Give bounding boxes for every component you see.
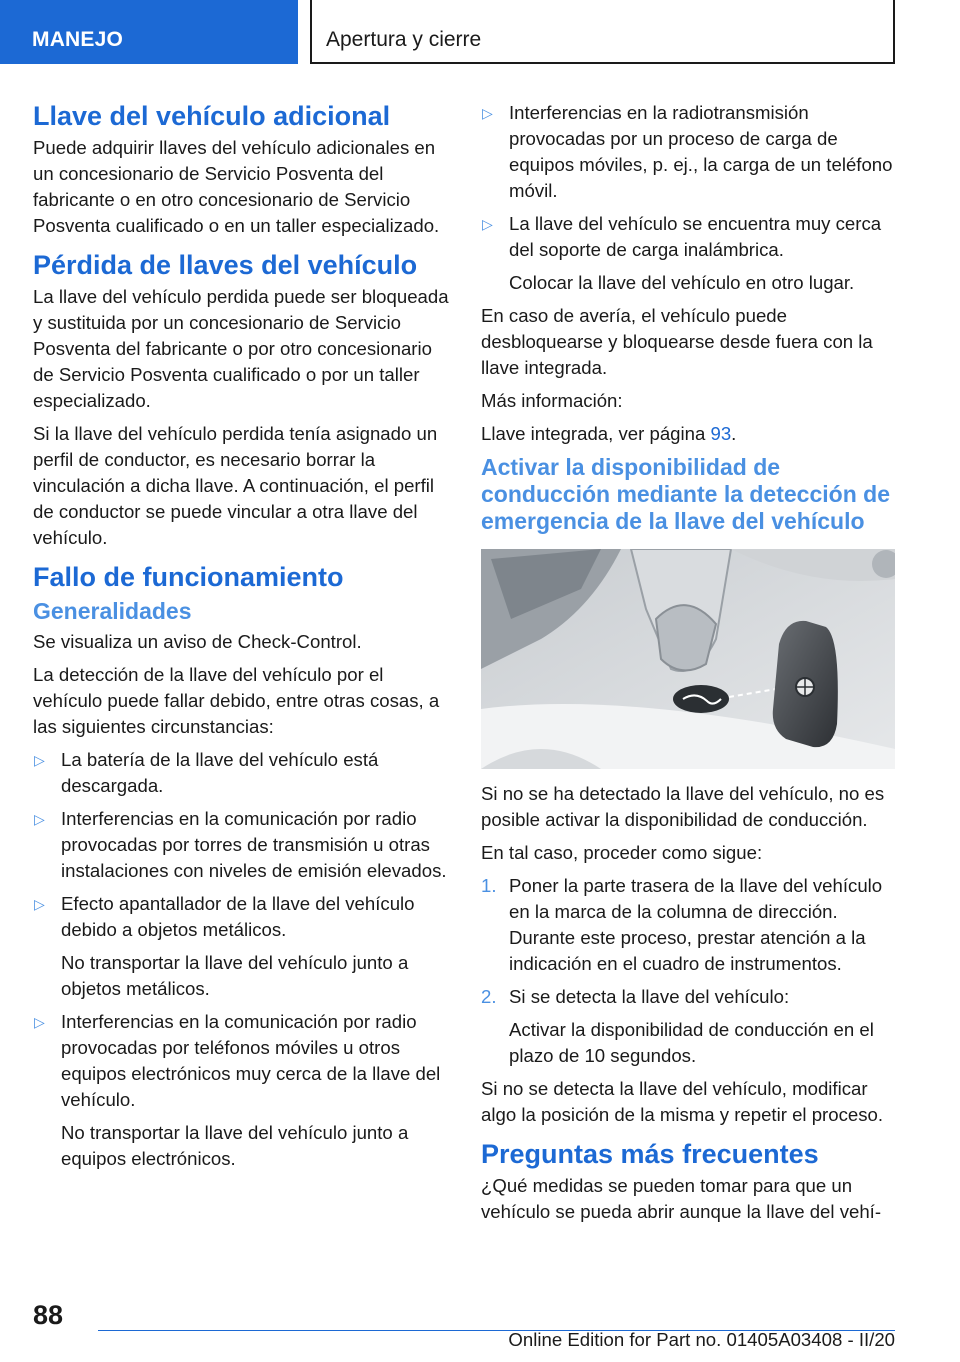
triangle-bullet-icon: ▷ [34,1014,45,1030]
step-item: 1. Poner la parte trasera de la llave del vehículo en la marca de la columna de dirección. Durante este proceso, prestar atención a la indicación en el cuadro de instrumentos. [481,875,883,974]
page-link[interactable]: 93 [710,423,732,444]
list-item-note: No transportar la llave del vehículo junto a equipos electrónicos. [61,1122,409,1169]
triangle-bullet-icon: ▷ [482,105,493,121]
list-item: ▷ Interferencias en la comunicación por radio provocadas por torres de transmisión u otras instalaciones con niveles de emisión elevados. [34,808,447,881]
list-item: ▷ La llave del vehículo se encuentra muy cerca del soporte de carga inalámbrica. [482,213,882,260]
list-item: ▷ Efecto apantallador de la llave del vehículo debido a objetos metálicos. [34,893,415,940]
paragraph: La llave del vehículo perdida puede ser bloqueada y sustituida por un concesionario de Servicio Posventa del fabricante o por otro concesionario de Servicio Posventa cualificado o por un taller especializado. [33,286,449,411]
paragraph: Se visualiza un aviso de Check-Control. [33,631,362,652]
list-item: ▷ La batería de la llave del vehículo está descargada. [34,749,379,796]
triangle-bullet-icon: ▷ [482,216,493,232]
paragraph: En caso de avería, el vehículo puede desbloquearse y bloquearse desde fuera con la llave integrada. [481,305,873,378]
triangle-bullet-icon: ▷ [34,752,45,768]
step-number: 2. [481,986,497,1007]
section-tab [0,0,298,64]
list-item: ▷ Interferencias en la comunicación por radio provocadas por teléfonos móviles u otros equipos electrónicos muy cerca de la llave del vehículo. [34,1011,441,1110]
paragraph: Puede adquirir llaves del vehículo adicionales en un concesionario de Servicio Posventa del fabricante o en otro concesionario de Servicio Posventa cualificado o en un taller especializado. [33,137,440,236]
page-number: 88 [33,1300,64,1330]
heading-malfunction: Fallo de funcionamiento [33,562,344,592]
paragraph: Si no se detecta la llave del vehículo, modificar algo la posición de la misma y repetir el proceso. [481,1078,884,1125]
heading-general: Generalidades [33,598,192,624]
heading-emergency-detection: Activar la disponibilidad de conducción mediante la detección de emergencia de la llave del vehículo [481,454,890,534]
step-item: 2. Si se detecta la llave del vehículo: [481,984,895,1010]
right-column [481,100,895,1232]
edition-note: Online Edition for Part no. 01405A03408 - II/20 [508,1329,895,1350]
chapter-title: Apertura y cierre [326,28,482,51]
section-title: MANEJO [32,28,124,51]
list-item-note: No transportar la llave del vehículo junto a objetos metálicos. [61,952,409,999]
chapter-tab [310,0,895,64]
triangle-bullet-icon: ▷ [34,811,45,827]
list-item: ▷ Interferencias en la radiotransmisión provocadas por un proceso de carga de equipos móviles, p. ej., la carga de un teléfono móvil. [482,102,893,201]
step-number: 1. [481,875,497,896]
paragraph: Si la llave del vehículo perdida tenía asignado un perfil de conductor, es necesario borrar la vinculación a dicha llave. A continuación, el perfil de conductor se puede vincular a otra llave del vehículo. [33,423,438,548]
paragraph: Si no se ha detectado la llave del vehículo, no es posible activar la disponibilidad de conducción. [481,783,885,830]
heading-extra-key: Llave del vehículo adicional [33,101,391,131]
list-item-note: Colocar la llave del vehículo en otro lugar. [509,272,855,293]
cross-reference: Llave integrada, ver página 93. [481,423,737,444]
heading-lost-keys: Pérdida de llaves del vehículo [33,250,418,280]
paragraph: La detección de la llave del vehículo por el vehículo puede fallar debido, entre otras cosas, a las siguientes circunstancias: [33,664,440,737]
left-column [33,100,450,1179]
paragraph: ¿Qué medidas se pueden tomar para que un vehículo se pueda abrir aunque la llave del vehí‐ [481,1175,882,1222]
paragraph: Más información: [481,390,623,411]
paragraph: En tal caso, proceder como sigue: [481,842,763,863]
heading-faq: Preguntas más frecuentes [481,1139,819,1169]
step-note: Activar la disponibilidad de conducción en el plazo de 10 segundos. [509,1019,874,1066]
triangle-bullet-icon: ▷ [34,896,45,912]
steering-column-key-illustration [481,549,895,769]
